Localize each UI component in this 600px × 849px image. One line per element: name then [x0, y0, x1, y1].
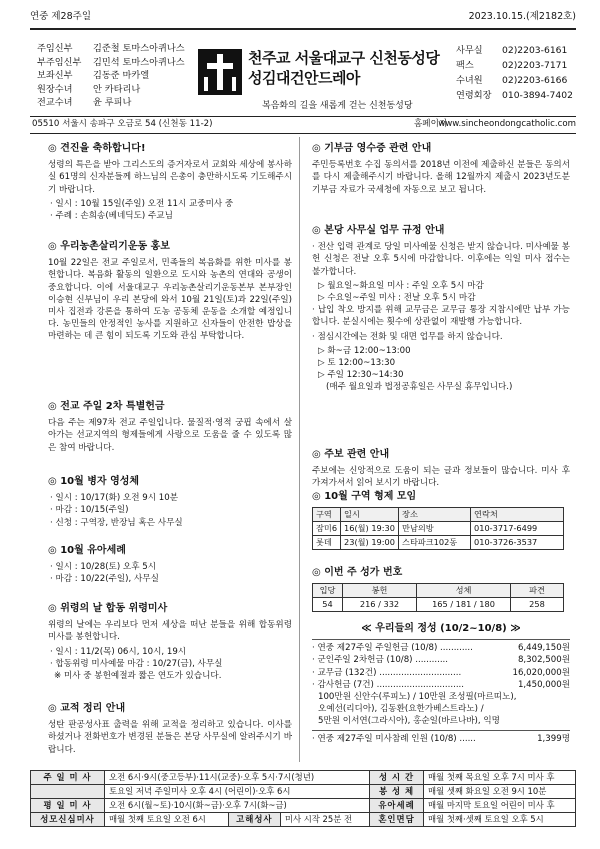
table-header-row: 구역 일시 장소 연락처 [313, 508, 564, 522]
table-row: 롯데 23(월) 19:00 스타파크102동 010-3726-3537 [313, 536, 564, 550]
section-office: ◎ 본당 사무실 업무 규정 안내 · 전산 입력 관계로 당일 미사예물 신청은 받지 않습니다. 미사예물 봉헌 신청은 전날 오후 5시에 마감합니다. 이후에는 익일 미사 접수는 불가합니다. ▷ 월요일~화요일 미사 : 주일 오후 5시 마감 ▷ 수요일~주일 미사 : 전날 오후 5시 마감 · 납입 착오 방지를 위해 교무금은 교무금 통장 지참시에만 납부 가능합니다. 분실시에는 횟수에 상관없이 재발행 가능합니다. · 점심시간에는 전화 및 대면 업무를 하지 않습니다. ▷ 화~금 12:00~13:00 ▷ 토 12:00~13:30 ▷ 주일 12:30~14:30 (매주 월요일과 법정공휴일은 사무실 휴무입니다.) [312, 225, 570, 393]
offering-line: · 감사헌금 (7건) ................................ 1,450,000원 [312, 679, 570, 690]
section-title: ◎ 10월 구역 형제 모임 [312, 491, 417, 502]
offering-line: · 교무금 (132건) .............................. 16,020,000원 [312, 667, 570, 678]
section-bulletin: ◎ 주보 관련 안내 주보에는 신앙적으로 도움이 되는 글과 정보들이 많습니다. 미사 후 가져가셔서 읽어 보시기 바랍니다. [312, 449, 570, 489]
section-title: ◎ 위령의 날 합동 위령미사 [48, 603, 168, 614]
offerings-title: ≪ 우리들의 정성 (10/2~10/8) ≫ [361, 623, 521, 634]
section-title: ◎ 우리농촌살리기운동 홍보 [48, 241, 170, 252]
table-row: 잠미6 16(월) 19:30 만남의방 010-3717-6499 [313, 522, 564, 536]
header-rule-bottom [30, 133, 576, 134]
liturgical-week: 연중 제28주일 [30, 11, 91, 22]
section-mission-collection: ◎ 전교 주일 2차 특별헌금 다음 주는 제97차 전교 주일입니다. 물질적·영적 궁핍 속에서 살아가는 선교지역의 형제들에게 사랑으로 도움을 줄 수 있도록 많은 참여 바랍니다. [48, 401, 292, 453]
issue-date: 2023.10.15.(제2182호) [468, 11, 576, 22]
schedule-row: 토요일 저녁 주일미사 오후 4시 (어린이)·오후 6시 봉 성 체 매월 셋째 화요일 오전 9시 10분 [31, 785, 576, 799]
offering-line: · 군인주일 2차헌금 (10/8) ............ 8,302,500원 [312, 655, 570, 666]
offering-line: · 연중 제27주일 주일헌금 (10/8) ............ 6,449,150원 [312, 643, 570, 654]
section-title: ◎ 10월 병자 영성체 [48, 476, 140, 487]
clergy-row: 전교수녀 윤 루피나 [37, 97, 132, 108]
section-title: ◎ 주보 관련 안내 [312, 449, 390, 460]
section-hymns [312, 566, 570, 612]
section-title: ◎ 이번 주 성가 번호 [312, 567, 403, 578]
address: 05510 서울시 송파구 오금로 54 (신천동 11-2) [32, 119, 213, 129]
schedule-row: 성모신심미사 매월 첫째 토요일 오전 6시 고해성사 미사 시작 25분 전 혼인면담 매월 첫째·셋째 토요일 오후 5시 [31, 813, 576, 827]
section-title: ◎ 교적 정리 안내 [48, 703, 126, 714]
header-rule-mid [30, 116, 576, 117]
section-title: ◎ 견진을 축하합니다! [48, 143, 146, 154]
column-divider [299, 137, 300, 762]
clergy-row: 부주임신부 김민석 토마스아퀴나스 [37, 56, 185, 68]
section-offerings: ≪ 우리들의 정성 (10/2~10/8) ≫ · 연중 제27주일 주일헌금 (10/8) ............ 6,449,150원 · 군인주일 2차헌금 (10/8) ............ 8,302,500원 · 교무금 (132건) .............................. 16,020,000원 · 감사헌금 (7건) ................................ 1,450,000원 100만원 신안수(루피노) / 10만원 조성필(마르띠노), 오예선(리디아), 김동환(요한가베스트라노) / 5만원 이서연(그라시아), 홍순일(바르나바), 익명 · 연중 제27주일 미사참례 인원 (10/8) ...... 1,399명 [312, 623, 570, 744]
section-anointing: ◎ 10월 병자 영성체 · 일시 : 10/17(화) 오전 9시 10분 · 마감 : 10/15(주일) · 신청 : 구역장, 반장님 혹은 사무실 [48, 475, 292, 529]
section-title: ◎ 본당 사무실 업무 규정 안내 [312, 225, 445, 236]
section-title: ◎ 기부금 영수증 관련 안내 [312, 143, 432, 154]
section-baptism: ◎ 10월 유아세례 · 일시 : 10/28(토) 오후 5시 · 마감 : 10/22(주일), 사무실 [48, 544, 292, 586]
section-district [312, 490, 570, 550]
homepage-label: 홈페이지 [414, 119, 448, 129]
contact-list [456, 44, 576, 104]
clergy-list [37, 42, 197, 110]
clergy-row: 주임신부 김준철 토마스아퀴나스 [37, 43, 185, 54]
parish-patron: 성김대건안드레아 [248, 69, 360, 87]
contact-row: 수녀원 02)2203-6166 [456, 75, 568, 86]
district-table [312, 507, 564, 550]
section-confirmation: ◎ 견진을 축하합니다! 성령의 특은을 받아 그리스도의 증거자로서 교회와 세상에 봉사하실 61명의 신자분들께 하느님의 은총이 충만하시도록 기도해주시기 바랍니다. · 일시 : 10월 15일(주일) 오전 11시 교중미사 중 · 주례 : 손희송(베네딕도) 주교님 [48, 143, 292, 221]
clergy-row: 원장수녀 안 카타리나 [37, 83, 141, 95]
contact-row: 사무실 02)2203-6161 [456, 45, 568, 56]
hymn-table [312, 583, 564, 612]
parish-slogan: 복음화의 길을 새롭게 걷는 신천동성당 [262, 101, 413, 111]
homepage-link[interactable]: www.sincheondongcatholic.com [438, 119, 576, 129]
parish-title: 천주교 서울대교구 신천동성당 [248, 49, 440, 67]
section-memorial: ◎ 위령의 날 합동 위령미사 위령의 날에는 우리보다 먼저 세상을 떠난 분들을 위해 합동위령 미사를 봉헌합니다. · 일시 : 11/2(목) 06시, 10시, 19시 · 합동위령 미사예물 마감 : 10/27(금), 사무실 ※ 미사 중 봉헌예절과 짧은 연도가 있습니다. [48, 603, 292, 681]
contact-row: 연령회장 010-3894-7402 [456, 90, 573, 101]
schedule-row: 주 일 미 사 오전 6시·9시(중고등부)·11시(교중)·오후 5시·7시(청년) 성 시 간 매월 첫째 목요일 오후 7시 미사 후 [31, 771, 576, 785]
mass-schedule-table [30, 770, 576, 827]
contact-row: 팩스 02)2203-7171 [456, 60, 568, 71]
clergy-row: 보좌신부 김동준 마카엘 [37, 70, 150, 81]
section-title: ◎ 10월 유아세례 [48, 545, 126, 556]
table-row: 54 216 / 332 165 / 181 / 180 258 [313, 598, 564, 612]
section-donation: ◎ 기부금 영수증 관련 안내 주민등록번호 수집 동의서를 2018년 이전에 제출하신 분들은 동의서를 다시 제출해주시기 바랍니다. 올해 12월까지 제출시 2023년도분 기부금 자료가 국세청에 자동으로 보고 됩니다. [312, 143, 570, 195]
mass-attendance: · 연중 제27주일 미사참례 인원 (10/8) ...... 1,399명 [312, 730, 570, 745]
section-farm: ◎ 우리농촌살리기운동 홍보 10월 22일은 전교 주일로서, 민족들의 복음화를 위한 미사를 봉헌합니다. 복음화 활동의 일환으로 도시와 농촌의 연대와 공생이 중요합니다. 이에 서울대교구 우리농촌살리기운동본부 본부장인 이승현 신부님이 우리 본당에 와서 10월 21일(토)과 22일(주일) 미사 집전과 강론을 통하여 도농 공동체 운동을 소개할 예정입니다. 농민들의 안정적인 농사를 지원하고 신자들이 안전한 밥상을 마련하는 데 큰 힘이 되도록 기도와 관심 부탁합니다. [48, 241, 292, 342]
section-directory: ◎ 교적 정리 안내 성탄 판공성사표 출력을 위해 교적을 정리하고 있습니다. 이사를 하셨거나 전화번호가 변경된 분들은 본당 사무실에 알려주시기 바랍니다. [48, 703, 292, 755]
section-title: ◎ 전교 주일 2차 특별헌금 [48, 401, 165, 412]
header-rule-top [30, 28, 576, 30]
schedule-row: 평 일 미 사 오전 6시(월~토)·10시(화~금)·오후 7시(화~금) 유아세례 매월 마지막 토요일 어린이 미사 후 [31, 799, 576, 813]
table-header-row: 입당 봉헌 성체 파견 [313, 584, 564, 598]
church-logo-icon [198, 49, 242, 95]
